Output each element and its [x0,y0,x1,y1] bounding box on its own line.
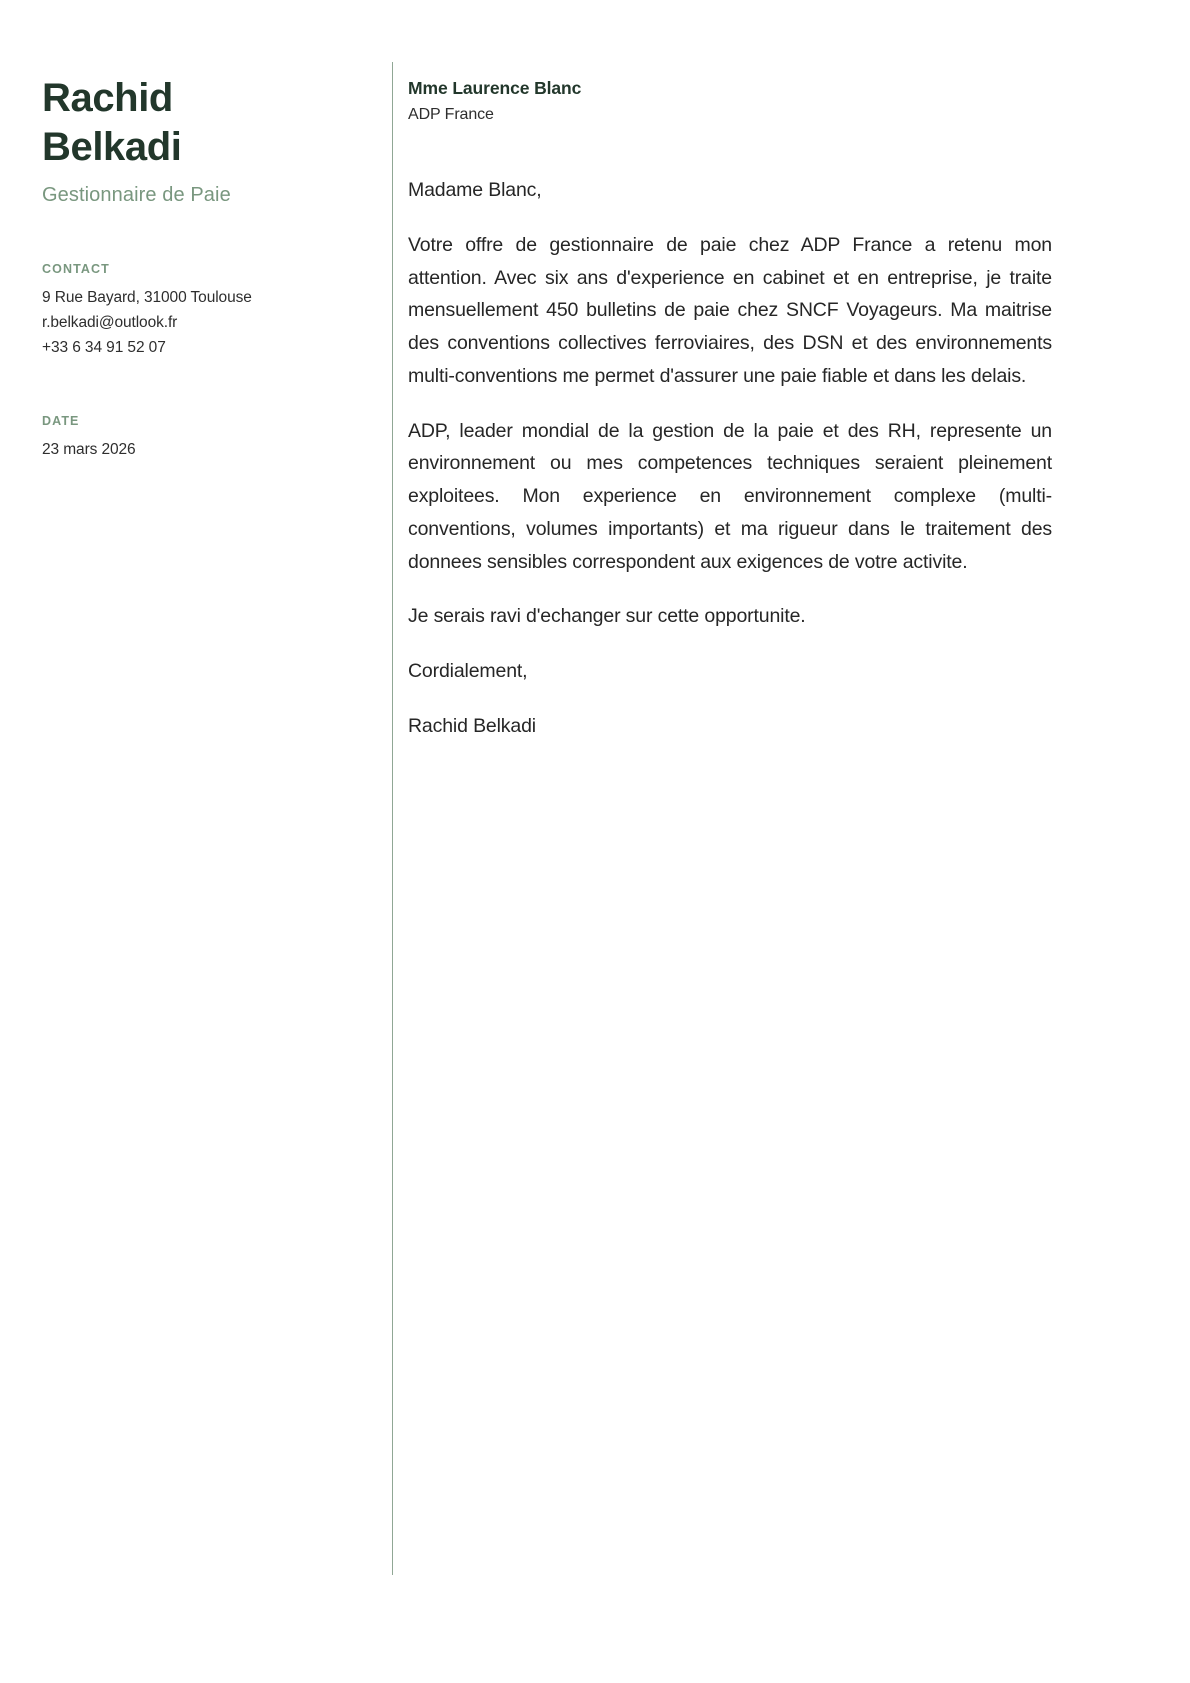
letter-date: 23 mars 2026 [42,440,136,458]
recipient-block [408,78,1052,124]
letter-paragraph-1: Votre offre de gestionnaire de paie chez ADP France a retenu mon attention. Avec six ans d'experience en cabinet et en entreprise, je traite mensuellement 450 bulletins de paie chez SNCF Voyageurs. Ma maitrise des conventions collectives ferroviaires, des DSN et des environnements multi-conventions me permet d'assurer une paie fiable et dans les delais. [408,233,1052,387]
sender-email: r.belkadi@outlook.fr [42,313,178,331]
sender-name [42,74,342,172]
sender-last-name: Belkadi [42,124,182,169]
contact-section-label: CONTACT [42,261,110,276]
recipient-organization: ADP France [408,106,494,123]
date-section-label: DATE [42,413,80,428]
recipient-name: Mme Laurence Blanc [408,78,582,98]
letter-body [408,174,1052,743]
sender-job-title: Gestionnaire de Paie [42,183,231,206]
sender-phone: +33 6 34 91 52 07 [42,338,166,356]
sender-sidebar [42,74,342,462]
date-section [42,414,342,462]
letter-closing: Cordialement, [408,660,528,682]
contact-section [42,262,342,360]
sender-first-name: Rachid [42,76,173,120]
letter-column [408,78,1052,743]
column-divider [392,62,393,1575]
letter-signature: Rachid Belkadi [408,714,536,737]
letter-paragraph-3: Je serais ravi d'echanger sur cette opportunite. [408,605,806,628]
letter-paragraph-2: ADP, leader mondial de la gestion de la paie et des RH, represente un environnement ou mes competences techniques seraient pleinement exploitees. Mon experience en environnement complexe (multi-conventions, volumes importants) et ma rigueur dans le traitement des donnees sensibles correspondent aux exigences de votre activite. [408,419,1052,573]
sender-address: 9 Rue Bayard, 31000 Toulouse [42,288,252,306]
letter-salutation: Madame Blanc, [408,179,542,201]
